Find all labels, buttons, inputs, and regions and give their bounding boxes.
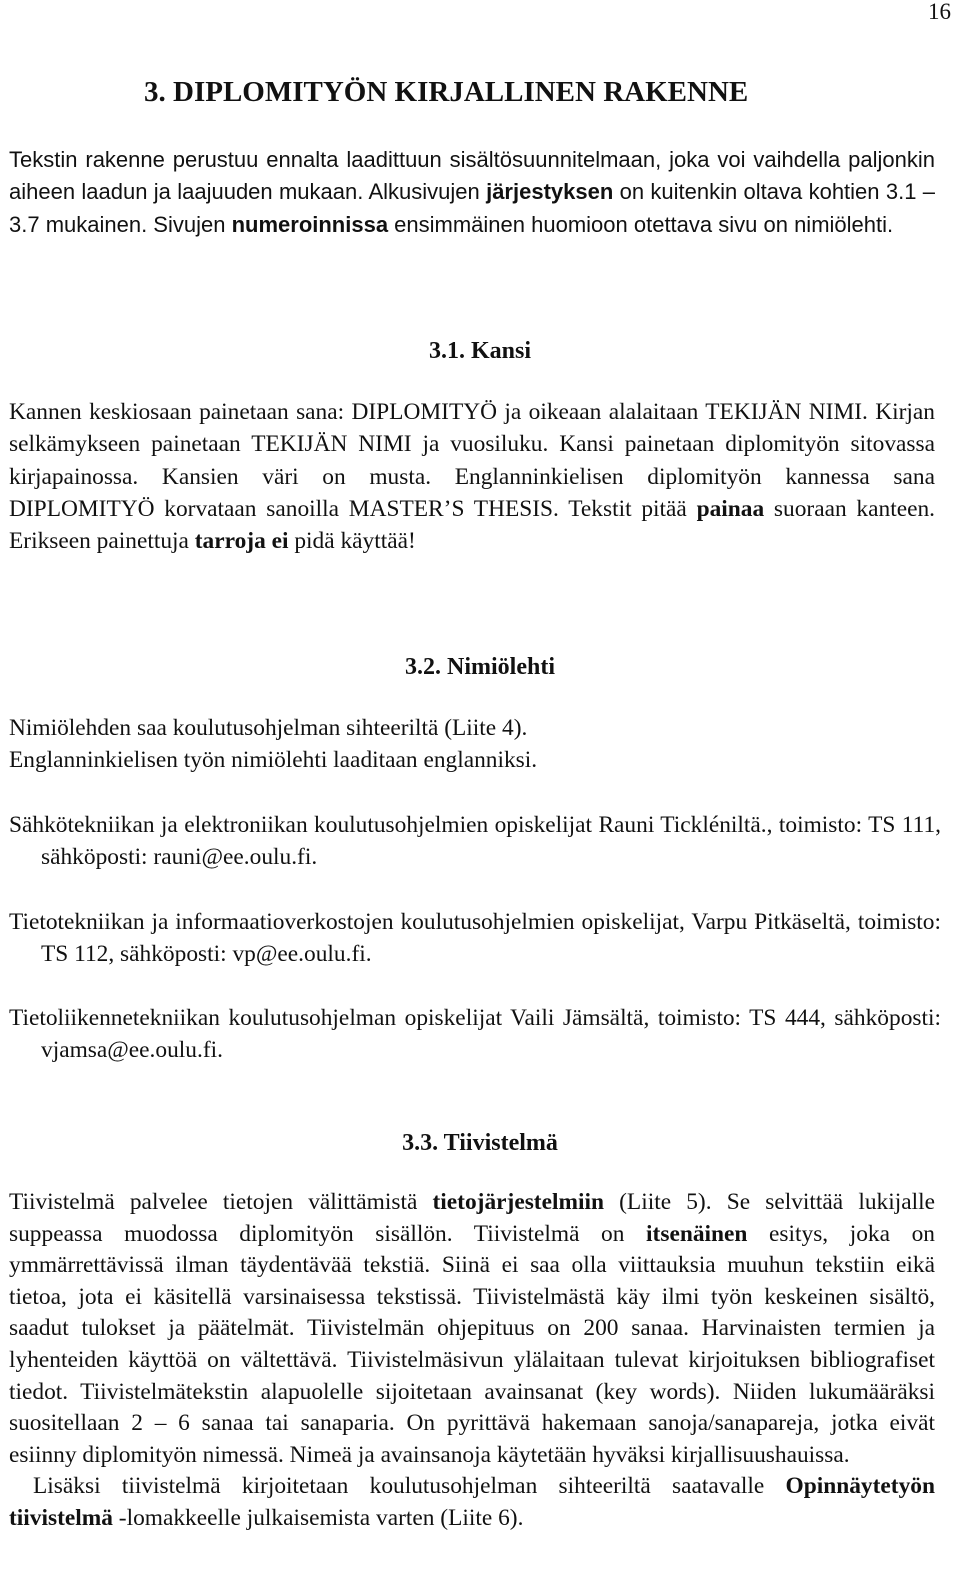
contact-entry: Tietotekniikan ja informaatioverkostojen koulutusohjelmien opiskelijat, Varpu Pitkäseltä, toimisto: TS 112, sähköposti: vp@ee.oulu.fi. bbox=[9, 909, 941, 968]
intro-paragraph: Tekstin rakenne perustuu ennalta laadittuun sisältösuunnitelmaan, joka voi vaihdella paljonkin aiheen laadun ja laajuuden mukaan. Alkusivujen järjestyksen on kuitenkin oltava kohtien 3.1 – 3.7 mukainen. Sivujen numeroinnissa ensimmäinen huomioon otettava sivu on nimiölehti. bbox=[9, 147, 935, 237]
page-number: 16 bbox=[928, 0, 951, 24]
section-3-3-paragraph: Tiivistelmä palvelee tietojen välittämistä tietojärjestelmiin (Liite 5). Se selvittää lukijalle suppeassa muodossa diplomityön sisällön. Tiivistelmä on itsenäinen esitys, joka on ymmärrettävissä ilman täydentävää tekstiä. Siinä ei saa olla viittauksia muuhun tekstiin eikä tietoa, jota ei käsitellä varsinaisessa tekstissä. Tiivistelmästä käy ilmi työn keskeinen sisältö, saadut tulokset ja päätelmät. Tiivistelmän ohjepituus on 200 sanaa. Harvinaisten termien ja lyhenteiden käyttöä on vältettävä. Tiivistelmäsivun ylälaitaan tulevat kirjoituksen bibliografiset tiedot. Tiivistelmätekstin alapuolelle sijoitetaan avainsanat (key words). Niiden lukumääräksi suositellaan 2 – 6 sanaa tai sanaparia. On pyrittävä hakemaan sanoja/sanapareja, jotka eivät esiinny diplomityön nimessä. Nimeä ja avainsanoja käytetään hyväksi kirjallisuushauissa. Lisäksi tiivistelmä kirjoitetaan koulutusohjelman sihteeriltä saatavalle Opinnäytetyön tiivistelmä -lomakkeelle julkaisemista varten (Liite 6). bbox=[9, 1189, 935, 1531]
section-title-3-1: 3.1. Kansi bbox=[428, 338, 532, 364]
contact-entry: Tietoliikennetekniikan koulutusohjelman opiskelijat Vaili Jämsältä, toimisto: TS 444, sähköposti: vjamsa@ee.oulu.fi. bbox=[9, 1005, 941, 1064]
section-3-2-intro: Nimiölehden saa koulutusohjelman sihteeriltä (Liite 4). Englanninkielisen työn nimiölehti laaditaan englanniksi. bbox=[9, 715, 538, 774]
chapter-title: 3. DIPLOMITYÖN KIRJALLINEN RAKENNE bbox=[144, 76, 749, 108]
contact-entry: Sähkötekniikan ja elektroniikan koulutusohjelmien opiskelijat Rauni Tickléniltä., toimisto: TS 111, sähköposti: rauni@ee.oulu.fi. bbox=[9, 812, 941, 871]
section-title-3-3: 3.3. Tiivistelmä bbox=[402, 1130, 558, 1156]
section-3-1-paragraph: Kannen keskiosaan painetaan sana: DIPLOMITYÖ ja oikeaan alalaitaan TEKIJÄN NIMI. Kirjan selkämykseen painetaan TEKIJÄN NIMI ja vuosiluku. Kansi painetaan diplomityön sitovassa kirjapainossa. Kansien väri on musta. Englanninkielisen diplomityön kannessa sana DIPLOMITYÖ korvataan sanoilla MASTER’S THESIS. Tekstit pitää painaa suoraan kanteen. Erikseen painettuja tarroja ei pidä käyttää! bbox=[9, 399, 936, 555]
section-title-3-2: 3.2. Nimiölehti bbox=[405, 654, 555, 680]
